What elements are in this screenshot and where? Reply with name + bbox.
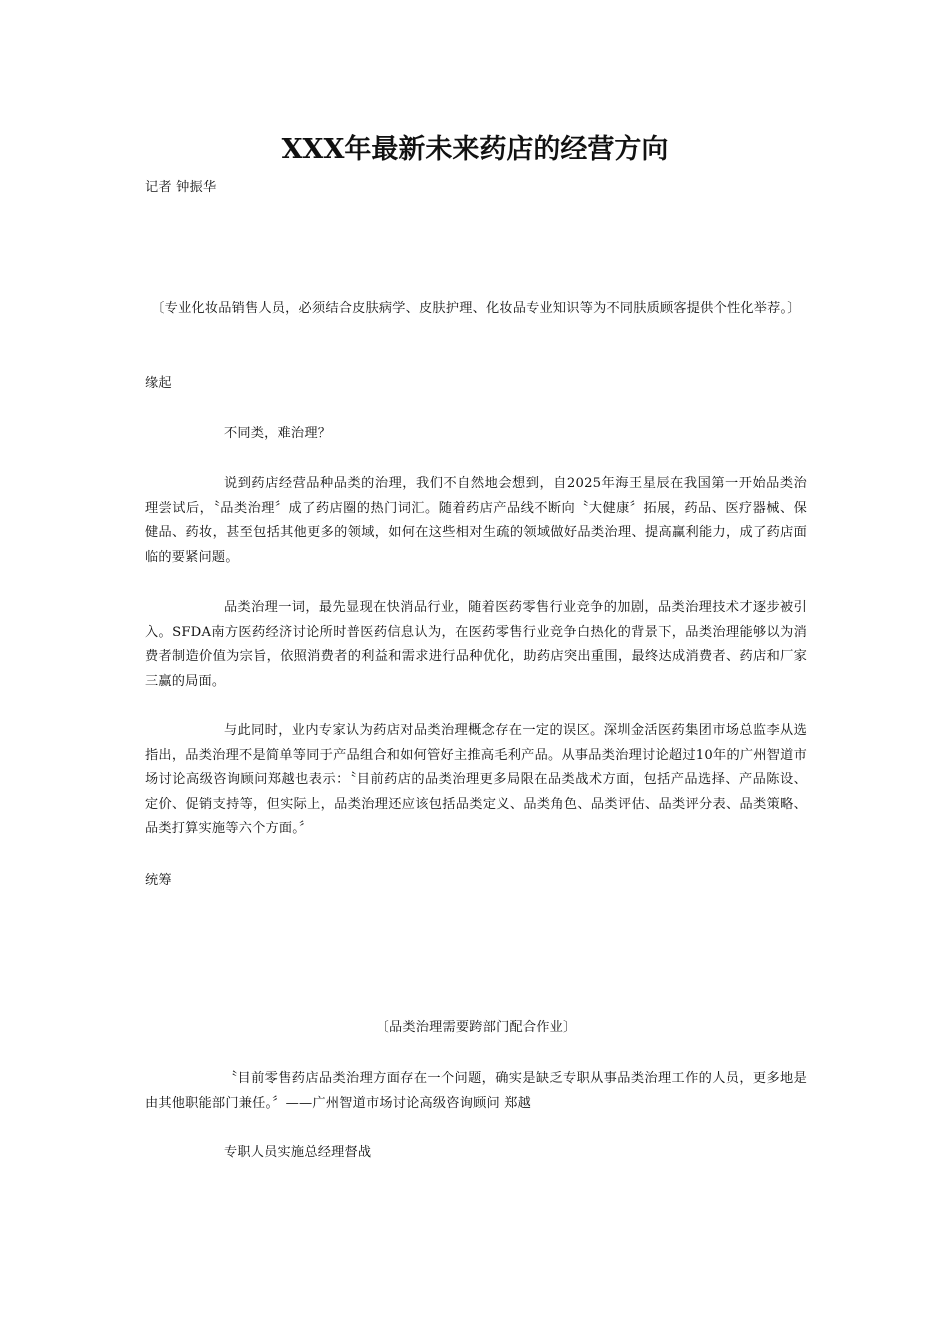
section-heading-coordination: 统筹 xyxy=(145,873,172,888)
subheading-dedicated-staff: 专职人员实施总经理督战 xyxy=(224,1145,372,1160)
subheading-management-difficulty: 不同类，难治理？ xyxy=(224,426,332,441)
body-paragraph-2: 品类治理一词，最先显现在快消品行业，随着医药零售行业竞争的加剧，品类治理技术才逐步被引入。SFDA南方医药经济讨论所时普医药信息认为，在医药零售行业竞争白热化的背景下，品类治理能够以为消费者制造价值为宗旨，依照消费者的利益和需求进行品种优化，助药店突出重围，最终达成消费者、药店和厂家三赢的局面。 xyxy=(145,600,807,689)
body-paragraph-3: 与此同时，业内专家认为药店对品类治理概念存在一定的误区。深圳金活医药集团市场总监李从选指出，品类治理不是简单等同于产品组合和如何管好主推高毛利产品。从事品类治理讨论超过10年的广州智道市场讨论高级咨询顾问郑越也表示：〝目前药店的品类治理更多局限在品类战术方面，包括产品选择、产品陈设、定价、促销支持等，但实际上，品类治理还应该包括品类定义、品类角色、品类评估、品类评分表、品类策略、品类打算实施等六个方面。〞 xyxy=(145,723,807,836)
byline: 记者 钟振华 xyxy=(145,180,217,195)
image-caption-1: 〔专业化妆品销售人员，必须结合皮肤病学、皮肤护理、化妆品专业知识等为不同肤质顾客提供个性化举荐。〕 xyxy=(151,301,801,316)
body-paragraph-4: 〝目前零售药店品类治理方面存在一个问题，确实是缺乏专职从事品类治理工作的人员，更多地是由其他职能部门兼任。〞——广州智道市场讨论高级咨询顾问 郑越 xyxy=(145,1071,807,1111)
image-caption-2: 〔品类治理需要跨部门配合作业〕 xyxy=(375,1020,577,1035)
body-paragraph-1: 说到药店经营品种品类的治理，我们不自然地会想到，自2025年海王星辰在我国第一开始品类治理尝试后，〝品类治理〞成了药店圈的热门词汇。随着药店产品线不断向〝大健康〞拓展，药品、医疗器械、保健品、药妆，甚至包括其他更多的领域，如何在这些相对生疏的领域做好品类治理、提高赢利能力，成了药店面临的要紧问题。 xyxy=(145,476,807,565)
section-heading-origin: 缘起 xyxy=(145,376,172,391)
document-title: XXX年最新未来药店的经营方向 xyxy=(281,134,669,165)
